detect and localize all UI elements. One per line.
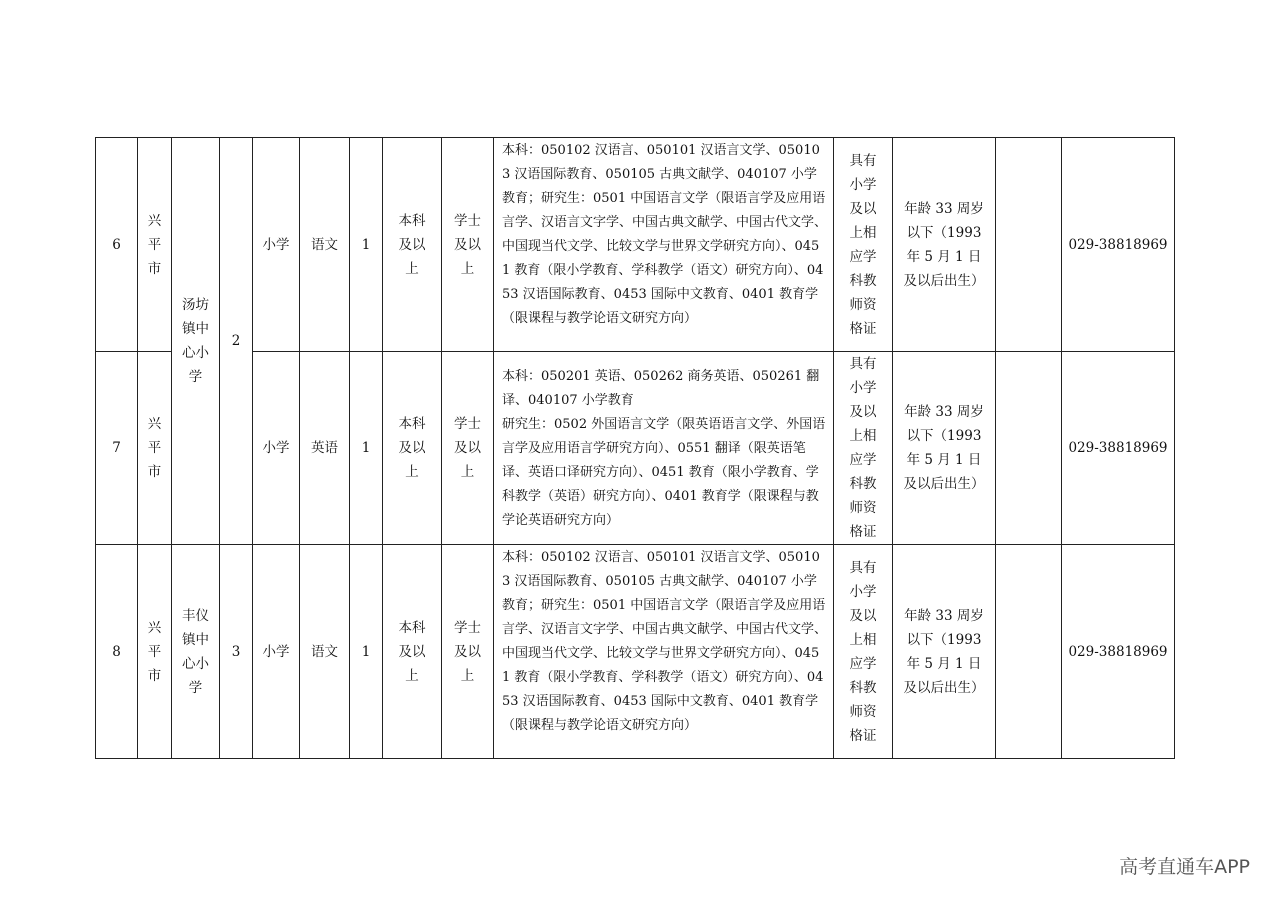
row-number: 6 — [96, 138, 138, 352]
phone-cell: 029-38818969 — [1062, 545, 1175, 759]
age-cell: 年龄 33 周岁以下（1993 年 5 月 1 日及以后出生） — [893, 352, 996, 545]
major-cell: 本科：050102 汉语言、050101 汉语言文学、050103 汉语国际教育、050105 古典文献学、040107 小学教育；研究生：0501 中国语言文学（限语言学及应用语言学、汉语言文字学、中国古典文献学、中国古代文学、中国现当代文学、比较文学与世界文学研究方向）、0451 教育（限小学教育、学科教学（语文）研究方向）、0453 汉语国际教育、0453 国际中文教育、0401 教育学（限课程与教学论语文研究方向） — [494, 545, 834, 759]
subject-cell: 语文 — [300, 545, 350, 759]
subject-cell: 语文 — [300, 138, 350, 352]
quota-cell: 1 — [350, 138, 383, 352]
certificate-cell: 具有小学及以上相应学科教师资格证 — [834, 545, 893, 759]
level-cell: 小学 — [253, 138, 300, 352]
school-cell: 汤坊镇中心小学 — [172, 138, 220, 545]
certificate-cell: 具有小学及以上相应学科教师资格证 — [834, 352, 893, 545]
phone-cell: 029-38818969 — [1062, 352, 1175, 545]
watermark-text: 高考直通车APP — [1119, 856, 1250, 878]
table-row — [96, 138, 1175, 352]
certificate-cell: 具有小学及以上相应学科教师资格证 — [834, 138, 893, 352]
education-cell: 本科及以上 — [383, 545, 442, 759]
area-cell: 兴平市 — [138, 352, 172, 545]
education-cell: 本科及以上 — [383, 352, 442, 545]
row-number: 8 — [96, 545, 138, 759]
degree-cell: 学士及以上 — [442, 545, 494, 759]
subject-cell: 英语 — [300, 352, 350, 545]
age-cell: 年龄 33 周岁以下（1993 年 5 月 1 日及以后出生） — [893, 138, 996, 352]
major-graduate: 研究生：0502 外国语言文学（限英语语言文学、外国语言学及应用语言学研究方向）、0551 翻译（限英语笔译、英语口译研究方向）、0451 教育（限小学教育、学科教学（英语）研究方向）、0401 教育学（限课程与教学论英语研究方向） — [502, 416, 826, 528]
major-undergrad: 本科：050201 英语、050262 商务英语、050261 翻译、040107 小学教育 — [502, 368, 820, 408]
major-cell: 本科：050102 汉语言、050101 汉语言文学、050103 汉语国际教育、050105 古典文献学、040107 小学教育；研究生：0501 中国语言文学（限语言学及应用语言学、汉语言文字学、中国古典文献学、中国古代文学、中国现当代文学、比较文学与世界文学研究方向）、0451 教育（限小学教育、学科教学（语文）研究方向）、0453 汉语国际教育、0453 国际中文教育、0401 教育学（限课程与教学论语文研究方向） — [494, 138, 834, 352]
school-cell: 丰仪镇中心小学 — [172, 545, 220, 759]
quota-cell: 1 — [350, 545, 383, 759]
table-row — [96, 352, 1175, 545]
education-cell: 本科及以上 — [383, 138, 442, 352]
school-count-cell: 3 — [220, 545, 253, 759]
age-cell: 年龄 33 周岁以下（1993 年 5 月 1 日及以后出生） — [893, 545, 996, 759]
major-cell — [494, 352, 834, 545]
phone-cell: 029-38818969 — [1062, 138, 1175, 352]
school-count-cell: 2 — [220, 138, 253, 545]
recruitment-table — [95, 137, 1175, 759]
table-row — [96, 545, 1175, 759]
level-cell: 小学 — [253, 352, 300, 545]
level-cell: 小学 — [253, 545, 300, 759]
degree-cell: 学士及以上 — [442, 138, 494, 352]
other-cell — [996, 352, 1062, 545]
row-number: 7 — [96, 352, 138, 545]
other-cell — [996, 545, 1062, 759]
quota-cell: 1 — [350, 352, 383, 545]
degree-cell: 学士及以上 — [442, 352, 494, 545]
area-cell: 兴平市 — [138, 545, 172, 759]
other-cell — [996, 138, 1062, 352]
area-cell: 兴平市 — [138, 138, 172, 352]
